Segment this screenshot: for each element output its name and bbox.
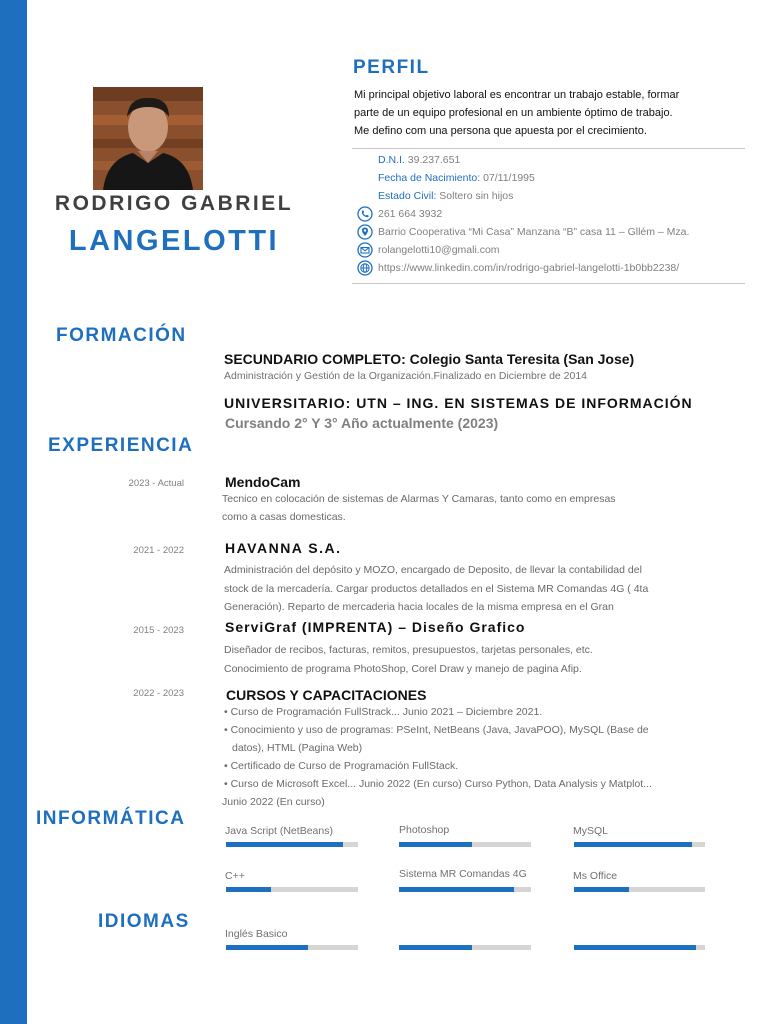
skill-bar-fill — [226, 887, 271, 892]
contact-civil — [357, 188, 757, 206]
phone-icon — [357, 206, 373, 222]
job-desc-line: stock de la mercadería. Cargar productos detallados en el Sistema MR Comandas 4G ( 4ta — [224, 582, 649, 595]
job-description — [224, 641, 704, 678]
skill-bar-fill — [226, 842, 343, 847]
contact-address — [357, 224, 757, 242]
skill-bar-fill — [399, 842, 472, 847]
perfil-line: parte de un equipo profesional en un ambiente óptimo de trabajo. — [354, 107, 673, 119]
skill-label: Photoshop — [399, 824, 450, 836]
edu-subtitle: Administración y Gestión de la Organización.Finalizado en Diciembre de 2014 — [224, 370, 588, 382]
course-item: Junio 2022 (En curso) — [222, 796, 325, 808]
edu-title: SECUNDARIO COMPLETO: Colegio Santa Teresita (San Jose) — [224, 351, 635, 367]
course-item: • Conocimiento y uso de programas: PSeInt, NetBeans (Java, JavaPOO), MySQL (Base de — [224, 724, 649, 736]
idiomas-title: IDIOMAS — [98, 911, 190, 932]
location-pin-icon — [357, 224, 373, 240]
perfil-text — [354, 86, 754, 140]
job-desc-line: Generación). Reparto de mercaderia hacia locales de la misma empresa en el Gran — [224, 601, 614, 613]
edu-subtitle: Cursando 2° Y 3° Año actualmente (2023) — [225, 415, 499, 431]
course-item: • Certificado de Curso de Programación FullStack. — [224, 760, 459, 772]
skill-bar — [226, 842, 358, 847]
job-title: ServiGraf (IMPRENTA) – Diseño Grafico — [225, 619, 526, 635]
language-bar — [226, 945, 358, 950]
job-title: MendoCam — [225, 474, 301, 490]
civil-label: Estado Civil: — [378, 190, 437, 202]
first-name: RODRIGO GABRIEL — [54, 192, 294, 215]
language-bar-fill — [399, 945, 472, 950]
job-desc-line: Administración del depósito y MOZO, encargado de Deposito, de llevar la contabilidad del — [224, 564, 642, 576]
courses-title: CURSOS Y CAPACITACIONES — [226, 687, 427, 703]
course-item: • Curso de Microsoft Excel... Junio 2022 (En curso) Curso Python, Data Analysis y Matplot... — [224, 778, 652, 790]
contact-birth — [357, 170, 757, 188]
divider — [352, 148, 745, 149]
course-item: • Curso de Programación FullStrack... Junio 2021 – Diciembre 2021. — [224, 706, 543, 718]
dni-label: D.N.I. — [378, 154, 405, 166]
skill-label: C++ — [225, 870, 245, 882]
skill-bar — [399, 842, 531, 847]
profile-photo — [93, 87, 203, 190]
edu-title: UNIVERSITARIO: UTN – ING. EN SISTEMAS DE INFORMACIÓN — [224, 395, 693, 411]
course-item: datos), HTML (Pagina Web) — [232, 742, 363, 754]
skill-bar — [574, 842, 705, 847]
skill-bar — [226, 887, 358, 892]
contact-email — [357, 242, 757, 260]
job-description — [222, 491, 702, 526]
language-bar — [399, 945, 531, 950]
divider — [352, 283, 745, 284]
contact-dni — [357, 152, 757, 170]
skill-label: Sistema MR Comandas 4G — [399, 868, 527, 880]
perfil-line: Me defino com una persona que apuesta por el crecimiento. — [354, 125, 647, 137]
skill-label: Ms Office — [573, 870, 618, 882]
email-icon — [357, 242, 373, 258]
skill-bar-fill — [399, 887, 514, 892]
job-date: 2021 - 2022 — [133, 545, 184, 556]
perfil-line: Mi principal objetivo laboral es encontrar un trabajo estable, formar — [354, 89, 680, 101]
last-name: LANGELOTTI — [68, 225, 280, 257]
globe-icon — [357, 260, 373, 276]
language-bar-fill — [574, 945, 696, 950]
courses-list — [224, 703, 704, 811]
contact-phone — [357, 206, 757, 224]
job-date: 2023 - Actual — [128, 478, 184, 489]
courses-date: 2022 - 2023 — [133, 688, 184, 699]
dni-value: 39.237.651 — [407, 154, 461, 166]
job-description — [224, 561, 704, 617]
civil-value: Soltero sin hijos — [439, 190, 514, 202]
job-desc-line: como a casas domesticas. — [222, 510, 346, 523]
skill-bar — [399, 887, 531, 892]
skill-label: Java Script (NetBeans) — [225, 825, 333, 837]
formacion-title: FORMACIÓN — [56, 325, 187, 346]
email-value[interactable]: rolangelotti10@gmali.com — [378, 244, 500, 256]
experiencia-title: EXPERIENCIA — [48, 435, 194, 456]
language-bar — [574, 945, 705, 950]
job-desc-line: Conocimiento de programa PhotoShop, Corel Draw y manejo de pagina Afip. — [224, 662, 582, 675]
phone-value: 261 664 3932 — [378, 208, 443, 220]
birth-label: Fecha de Nacimiento: — [378, 172, 481, 184]
job-desc-line: Diseñador de recibos, facturas, remitos, presupuestos, tarjetas personales, etc. — [224, 644, 593, 656]
linkedin-link[interactable]: https://www.linkedin.com/in/rodrigo-gabriel-langelotti-1b0bb2238/ — [378, 262, 680, 274]
informatica-title: INFORMÁTICA — [36, 808, 186, 829]
address-value: Barrio Cooperativa “Mi Casa” Manzana “B” casa 11 – Gllém – Mza. — [378, 226, 690, 238]
skill-label: MySQL — [573, 825, 609, 837]
job-date: 2015 - 2023 — [133, 625, 184, 636]
skill-bar-fill — [574, 887, 629, 892]
job-desc-line: Tecnico en colocación de sistemas de Alarmas Y Camaras, tanto como en empresas — [222, 493, 616, 505]
skill-bar — [574, 887, 705, 892]
birth-value: 07/11/1995 — [483, 172, 535, 184]
contact-linkedin — [357, 260, 757, 278]
skill-bar-fill — [574, 842, 692, 847]
job-title: HAVANNA S.A. — [225, 540, 342, 556]
language-label: Inglés Basico — [225, 928, 288, 940]
sidebar-accent-bar — [0, 0, 27, 1024]
perfil-title: PERFIL — [353, 57, 430, 78]
language-bar-fill — [226, 945, 308, 950]
